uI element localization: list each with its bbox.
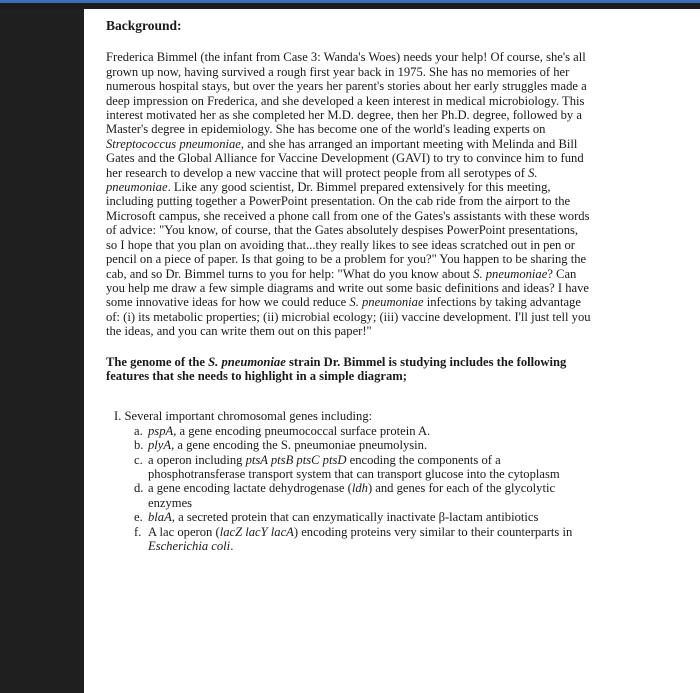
gene-desc: encoding the components of a phosphotransferase transport system that can transport glucose into the cytoplasm (148, 452, 560, 481)
document-content (106, 19, 592, 553)
gene-desc: . (230, 539, 234, 553)
gene-item-f (134, 525, 592, 554)
gene-desc: A lac operon ( (148, 524, 220, 539)
item-letter: d. (134, 481, 144, 496)
genome-heading (106, 355, 592, 384)
list-intro (114, 409, 592, 553)
gene-item-a (134, 424, 592, 438)
list-intro-text: I. Several important chromosomal genes including: (114, 409, 373, 424)
gene-desc: a operon including (148, 452, 246, 467)
gene-item-c (134, 453, 592, 482)
species-name: S. pneumoniae (208, 354, 286, 369)
gene-name: blaA (148, 510, 172, 525)
species-name: Escherichia coli (148, 539, 231, 553)
gene-desc: ) encoding proteins very similar to their counterparts in (293, 524, 573, 539)
item-letter: b. (134, 438, 144, 453)
species-name: S. pneumoniae (473, 266, 548, 281)
gene-item-d (134, 481, 592, 510)
gene-desc: , a secreted protein that can enzymatically inactivate β-lactam antibiotics (171, 510, 539, 525)
gene-list (134, 424, 592, 554)
text-run: , and she has arranged an important meeting with Melinda and Bill Gates and the Global Alliance for Vaccine Development (GAVI) to try to convince him to fund her research to develop a new vaccine that will protect people from all serotypes of (106, 136, 584, 180)
gene-desc: , a gene encoding pneumococcal surface protein A. (173, 423, 431, 438)
gene-desc: , a gene encoding the S. pneumoniae pneumolysin. (171, 438, 428, 453)
text-run: The genome of the (106, 354, 209, 369)
species-name: S. pneumoniae (106, 165, 538, 195)
gene-name: pspA (148, 423, 174, 438)
background-paragraph (106, 50, 592, 338)
gene-name: lacZ lacY lacA (219, 524, 294, 539)
gene-name: plyA (148, 438, 172, 453)
species-name: Streptococcus pneumoniae (106, 136, 241, 151)
gene-name: ldh (351, 481, 368, 496)
species-name: S. pneumoniae (349, 295, 424, 310)
text-run: Frederica Bimmel (the infant from Case 3: Wanda's Woes) needs your help! Of course, she's all grown up now, having survived a rough first year back in 1975. She has no memories of her numerous hospital stays, but over the years her parent's stories about her early struggles made a deep impression on Frederica, and she developed a keen interest in medical microbiology. This interest motivated her as she completed her M.D. degree, then her Ph.D. degree, followed by a Master's degree in epidemiology. She has become one of the world's leading experts on (106, 50, 587, 137)
top-bar (0, 0, 700, 9)
text-run: . Like any good scientist, Dr. Bimmel prepared extensively for this meeting, including putting together a PowerPoint presentation. On the cab ride from the airport to the Microsoft campus, she received a phone call from one of the Gates's assistants with these words of advice: "You know, of course, that the Gates absolutely despises PowerPoint presentations, so I hope that you plan on avoiding that...they really likes to see ideas scratched out in pen or pencil on a piece of paper. Is that going to be a problem for you?" You happen to be sharing the cab, and so Dr. Bimmel turns to you for help: "What do you know about (106, 180, 590, 281)
text-run: strain Dr. Bimmel is studying includes the following features that she needs to highlight in a simple diagram; (106, 354, 567, 383)
top-accent-strip (0, 0, 700, 3)
document-page (84, 9, 700, 693)
item-letter: f. (134, 524, 142, 539)
text-run: ? Can you help me draw a few simple diagrams and write out some basic definitions and ideas? I have some innovative ideas for how we could reduce (106, 266, 589, 310)
text-run: infections by taking advantage of: (i) its metabolic properties; (ii) microbial ecology; (iii) vaccine development. I'll just tell you the ideas, and you can write them out on this paper!" (106, 295, 591, 339)
item-letter: a. (134, 423, 143, 438)
item-letter: c. (134, 452, 143, 467)
gene-desc: a gene encoding lactate dehydrogenase ( (148, 481, 352, 496)
gene-item-b (134, 438, 592, 452)
gene-name: ptsA ptsB ptsC ptsD (245, 452, 347, 467)
gene-item-e (134, 510, 592, 524)
gene-desc: ) and genes for each of the glycolytic enzymes (148, 481, 556, 510)
section-heading: Background: (106, 18, 182, 33)
item-letter: e. (134, 510, 143, 525)
